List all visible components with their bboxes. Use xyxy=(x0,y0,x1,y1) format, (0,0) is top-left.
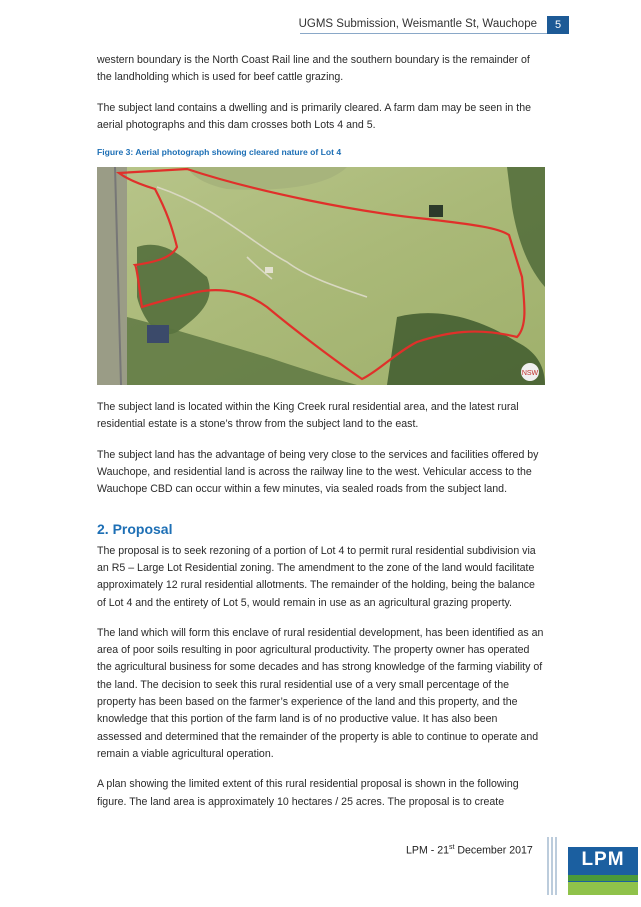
farm-dam xyxy=(429,205,443,217)
footer-date xyxy=(406,844,533,857)
logo-band-dark xyxy=(568,875,638,881)
dwelling xyxy=(265,267,273,273)
paragraph-1: western boundary is the North Coast Rail line and the southern boundary is the remainder of the landholding which is used for beef cattle grazing. xyxy=(97,54,530,84)
header-rule xyxy=(300,33,547,34)
paragraph-5: The proposal is to seek rezoning of a portion of Lot 4 to permit rural residential subdivision via an R5 – Large Lot Residential zoning. The amendment to the zone of the land would facilitate approximately 12 rural residential allotments. The remainder of the holding, being the balance of Lot 4 and the entirety of Lot 5, would remain in use as an agricultural grazing property. xyxy=(97,544,536,609)
town-strip xyxy=(97,167,127,385)
footer-decorative-lines xyxy=(546,837,560,895)
paragraph-4: The subject land has the advantage of being very close to the services and facilities offered by Wauchope, and residential land is across the railway line to the west. Vehicular access to the Wauchope CBD can occur within a few minutes, via sealed roads from the subject land. xyxy=(97,448,539,496)
lpm-logo xyxy=(568,847,638,895)
nsw-logo-text: NSW xyxy=(521,370,539,378)
footer-suffix: December 2017 xyxy=(454,844,533,857)
paragraph-3: The subject land is located within the King Creek rural residential area, and the latest rural residential estate is a stone’s throw from the subject land to the east. xyxy=(97,401,519,431)
aerial-photograph xyxy=(97,167,545,385)
paragraph-7: A plan showing the limited extent of this rural residential proposal is shown in the following figure. The land area is approximately 10 hectares / 25 acres. The proposal is to create xyxy=(97,778,519,808)
running-header-title: UGMS Submission, Weismantle St, Wauchope xyxy=(298,18,537,30)
figure-caption: Figure 3: Aerial photograph showing cleared nature of Lot 4 xyxy=(97,147,342,158)
footer-superscript: st xyxy=(448,844,455,851)
footer-prefix: LPM - 21 xyxy=(406,844,449,857)
shed-roof xyxy=(147,325,169,343)
logo-band-light xyxy=(568,882,638,895)
lpm-logo-text: LPM xyxy=(581,849,625,870)
page-content xyxy=(97,52,545,824)
paragraph-6: The land which will form this enclave of rural residential development, has been identified as an area of poor soils resulting in poor agricultural productivity. The property owner has operated the agricultural business for some decades and has strong knowledge of the farming viability of the land. The decision to seek this rural residential use of a very small percentage of the property has been based on the farmer’s experience of the land and this property, and the knowledge that this portion of the farm land is of no productive value. It has also been assessed and determined that the remainder of the property is able to continue to operate and remain a viable agricultural operation. xyxy=(97,626,544,760)
section-heading-proposal: 2. Proposal xyxy=(97,520,173,537)
paragraph-2: The subject land contains a dwelling and is primarily cleared. A farm dam may be seen in the aerial photographs and this dam crosses both Lots 4 and 5. xyxy=(97,101,531,131)
page-number-badge: 5 xyxy=(547,16,569,34)
